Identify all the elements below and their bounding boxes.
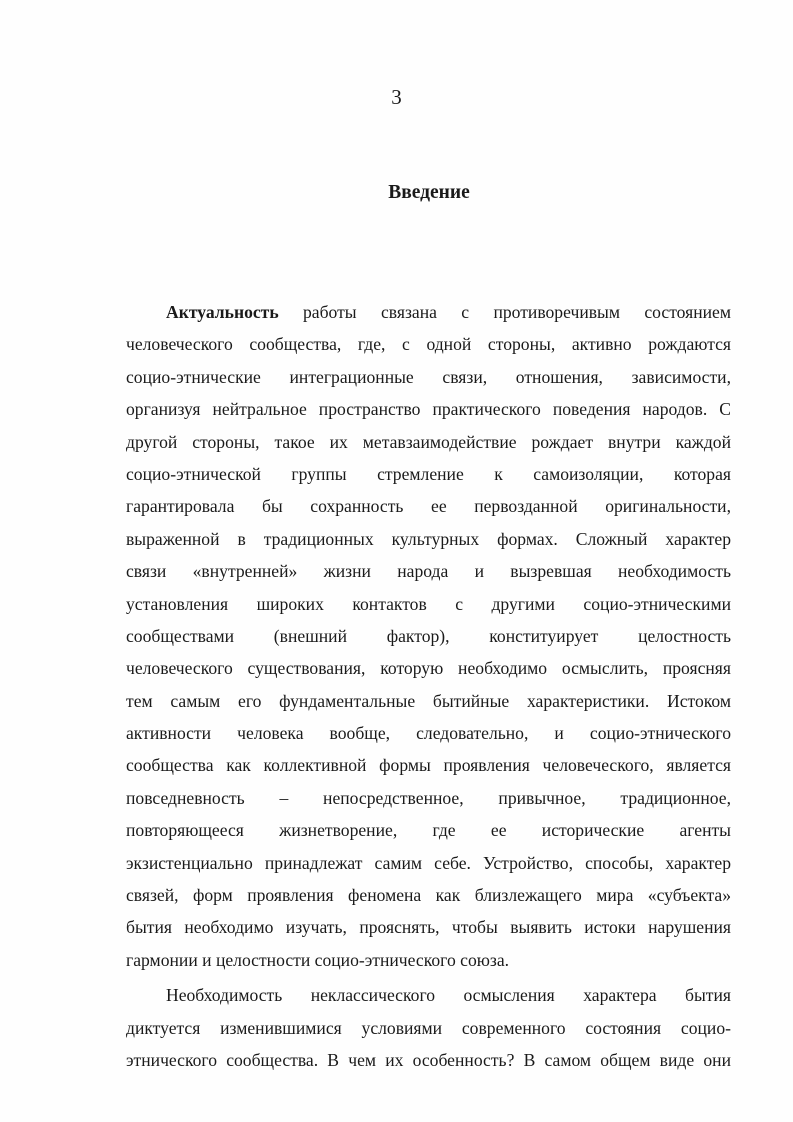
page-number: 3 [391, 85, 402, 109]
text-line: другой стороны, такое их метавзаимодействие рождает внутри каждой [126, 431, 731, 452]
text-line: активности человека вообще, следовательно, и социо-этнического [126, 723, 731, 744]
section-heading: Введение [388, 182, 470, 203]
text-line: гармонии и целостности социо-этнического союза. [126, 949, 510, 970]
text-line: гарантировала бы сохранность ее первозданной оригинальности, [126, 496, 731, 517]
text-line: выраженной в традиционных культурных формах. Сложный характер [126, 528, 731, 549]
lead-term: Актуальность [166, 302, 279, 322]
text-line: бытия необходимо изучать, прояснять, чтобы выявить истоки нарушения [126, 917, 731, 938]
text-line: связи «внутренней» жизни народа и вызревшая необходимость [126, 561, 731, 582]
text-line: человеческого сообщества, где, с одной стороны, активно рождаются [126, 334, 731, 355]
text-line: человеческого существования, которую необходимо осмыслить, проясняя [126, 658, 731, 679]
text-line: социо-этнической группы стремление к самоизоляции, которая [126, 463, 731, 484]
text-line: Актуальность работы связана с противоречивым состоянием [166, 302, 731, 322]
text-line: сообщества как коллективной формы проявления человеческого, является [126, 755, 731, 776]
text-line: повторяющееся жизнетворение, где ее исторические агенты [126, 820, 731, 841]
text-line: сообществами (внешний фактор), конституирует целостность [126, 625, 731, 646]
text-line: диктуется изменившимися условиями современного состояния социо- [126, 1017, 731, 1038]
text-line: связей, форм проявления феномена как близлежащего мира «субъекта» [126, 885, 731, 906]
text-line: этнического сообщества. В чем их особенность? В самом общем виде они [126, 1049, 731, 1070]
text-line: организуя нейтральное пространство практического поведения народов. С [126, 399, 731, 420]
body-text [126, 296, 731, 1076]
text-line: установления широких контактов с другими социо-этническими [126, 593, 731, 614]
text-line: социо-этнические интеграционные связи, отношения, зависимости, [126, 366, 731, 387]
paragraph-relevance [126, 296, 731, 976]
text-line: повседневность – непосредственное, привычное, традиционное, [126, 787, 731, 808]
text-line: тем самым его фундаментальные бытийные характеристики. Истоком [126, 690, 731, 711]
text-line: экзистенциально принадлежат самим себе. Устройство, способы, характер [126, 852, 731, 873]
paragraph-necessity [126, 979, 731, 1076]
text-line: Необходимость неклассического осмысления характера бытия [166, 985, 731, 1006]
